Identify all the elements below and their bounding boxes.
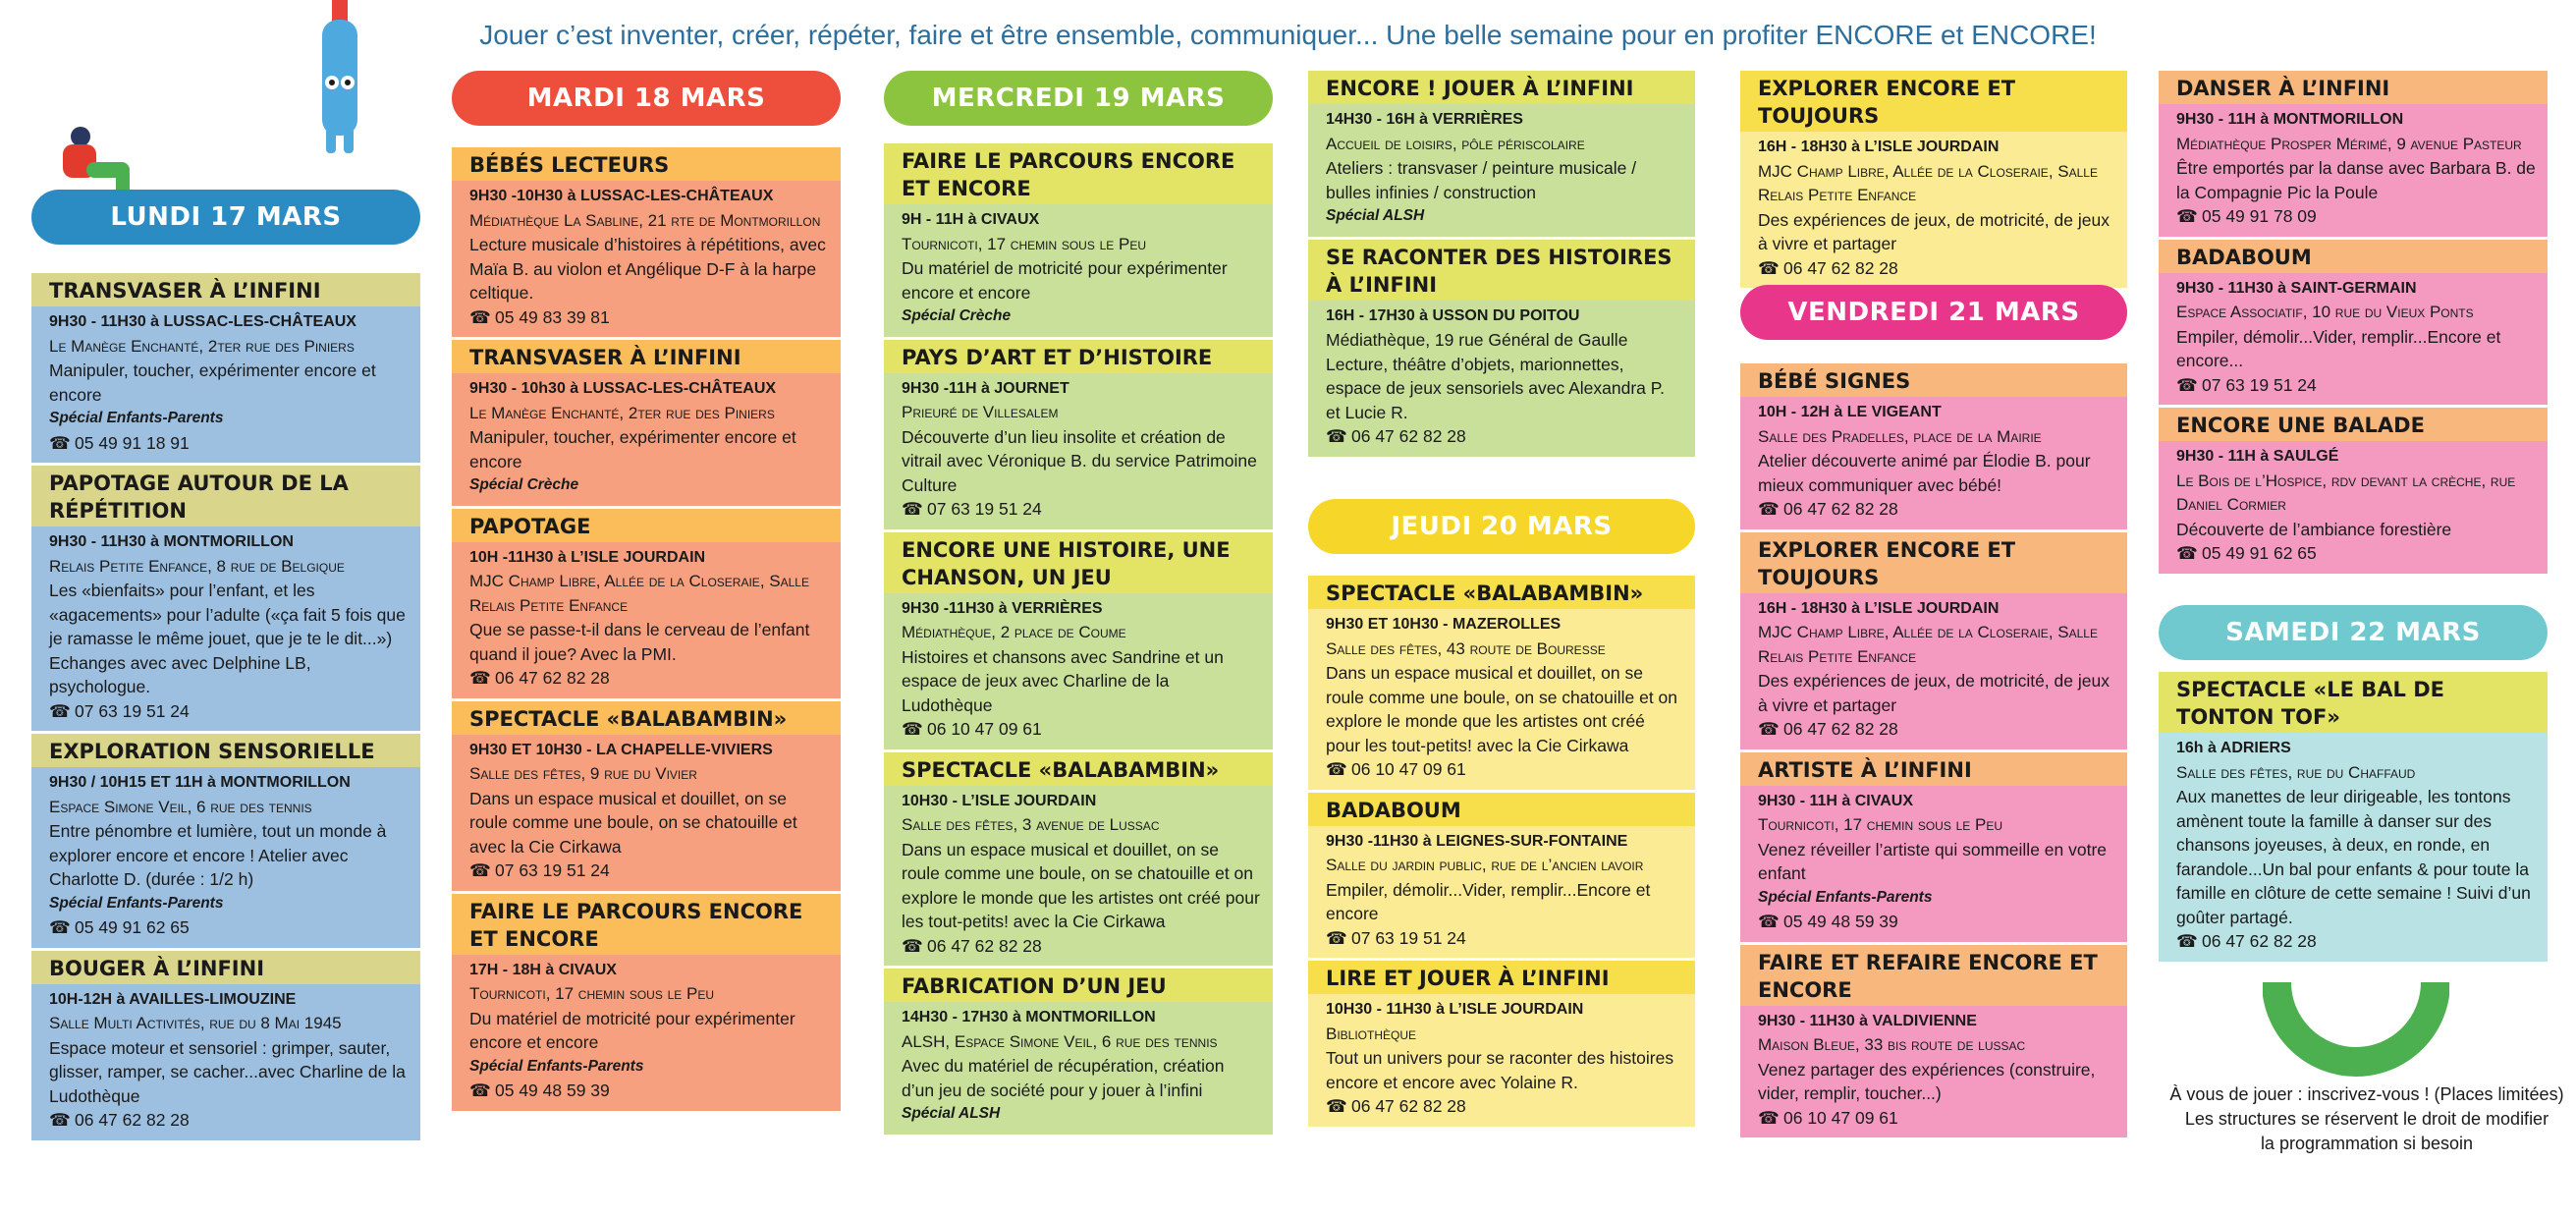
event-card <box>1740 363 2127 529</box>
event-title: BÉBÉ SIGNES <box>1740 363 2127 397</box>
event-venue: MJC Champ Libre, Allée de la Closeraie, Salle Relais Petite Enfance <box>1758 623 2098 666</box>
event-time-place: 16H - 18H30 à L’ISLE JOURDAIN <box>1758 599 2000 617</box>
event-card <box>1740 752 2127 942</box>
event-venue: Salle du jardin public, rue de l’ancien lavoir <box>1326 856 1644 874</box>
footer-note <box>2161 1082 2573 1156</box>
event-description: Des expériences de jeux, de motricité, de jeux à vivre et partager <box>1758 209 2110 253</box>
event-details <box>2159 441 2548 574</box>
event-time-place: 10H30 - L’ISLE JOURDAIN <box>902 792 1097 809</box>
event-venue: Salle des fêtes, 43 route de Bouresse <box>1326 638 1606 658</box>
event-card <box>884 969 1273 1135</box>
event-card <box>1740 945 2127 1138</box>
event-venue: Tournicoti, 17 chemin sous le Peu <box>1758 815 2002 834</box>
event-details <box>884 786 1273 967</box>
event-venue: Salle Multi Activités, rue du 8 Mai 1945 <box>49 1014 342 1032</box>
phone-icon: ☎ <box>49 1110 71 1130</box>
robot-illustration <box>312 0 367 157</box>
phone-icon: ☎ <box>2176 931 2198 951</box>
event-card <box>1740 532 2127 749</box>
event-description: Découverte de l’ambiance forestière <box>2176 519 2452 539</box>
event-title: SE RACONTER DES HISTOIRES À L’INFINI <box>1308 240 1695 301</box>
event-card <box>2159 240 2548 406</box>
event-title: PAPOTAGE AUTOUR DE LA RÉPÉTITION <box>31 466 420 526</box>
event-description: Atelier découverte animé par Élodie B. pour mieux communiquer avec bébé! <box>1758 451 2091 495</box>
event-time-place: 16H - 18H30 à L’ISLE JOURDAIN <box>1758 139 2000 155</box>
event-description: Que se passe-t-il dans le cerveau de l’enfant quand il joue? Avec la PMI. <box>469 620 810 664</box>
event-phone <box>2176 541 2536 566</box>
event-description: Découverte d’un lieu insolite et création de vitrail avec Véronique B. du service Patrimoine Culture <box>902 426 1257 495</box>
event-description: Venez réveiller l’artiste qui sommeille en votre enfant <box>1758 839 2108 883</box>
event-phone <box>49 915 409 940</box>
event-time-place: 17H - 18H à CIVAUX <box>469 961 617 978</box>
event-details <box>1740 132 2127 288</box>
phone-number: 07 63 19 51 24 <box>927 499 1042 519</box>
event-venue: Tournicoti, 17 chemin sous le Peu <box>902 234 1146 253</box>
column-mercredi <box>884 143 1273 1137</box>
event-audience-note: Spécial Enfants-Parents <box>49 410 224 426</box>
event-time-place: 9H30 - 11H à SAULGÉ <box>2176 448 2339 465</box>
day-pill-jeudi: JEUDI 20 MARS <box>1308 499 1695 554</box>
event-title: FAIRE LE PARCOURS ENCORE ET ENCORE <box>884 143 1273 204</box>
event-time-place: 9H30 -11H à JOURNET <box>902 379 1069 397</box>
event-phone <box>902 717 1261 742</box>
footer-line: À vous de jouer : inscrivez-vous ! (Places limitées) <box>2169 1084 2564 1104</box>
event-description: Venez partager des expériences (construire, vider, remplir, toucher...) <box>1758 1059 2096 1103</box>
phone-icon: ☎ <box>469 306 491 327</box>
phone-icon: ☎ <box>2176 374 2198 395</box>
event-title: LIRE ET JOUER À L’INFINI <box>1308 961 1695 994</box>
phone-number: 05 49 91 78 09 <box>2202 206 2317 226</box>
event-card <box>31 273 420 463</box>
event-title: PAYS D’ART ET D’HISTOIRE <box>884 340 1273 373</box>
event-audience-note: Spécial Enfants-Parents <box>469 1057 644 1075</box>
intro-text: Jouer c’est inventer, créer, répéter, faire et être ensemble, communiquer... Une belle semaine pour en profiter ENCORE et ENCORE! <box>479 20 2097 50</box>
event-details <box>2159 273 2548 406</box>
event-details <box>1740 593 2127 749</box>
event-venue: Salle des fêtes, rue du Chaffaud <box>2176 762 2416 782</box>
day-pill-mercredi: MERCREDI 19 MARS <box>884 71 1273 126</box>
phone-number: 05 49 83 39 81 <box>495 306 610 327</box>
event-card <box>452 147 841 337</box>
event-details <box>31 526 420 731</box>
day-pill-samedi: SAMEDI 22 MARS <box>2159 605 2548 660</box>
phone-number: 05 49 91 18 91 <box>75 432 190 453</box>
event-card <box>1308 240 1695 457</box>
event-description: Dans un espace musical et douillet, on se roule comme une boule, on se chatouille et on explore le monde que les artistes ont créé pour les tout-petits! avec la Cie Cirkawa <box>1326 663 1678 755</box>
event-venue: Espace Associatif, 10 rue du Vieux Ponts <box>2176 303 2474 321</box>
event-card <box>452 701 841 891</box>
event-phone <box>2176 373 2536 398</box>
event-time-place: 9H30 - 11H à CIVAUX <box>1758 792 1913 809</box>
phone-icon: ☎ <box>1326 426 1347 446</box>
event-card <box>31 466 420 731</box>
event-description: Manipuler, toucher, expérimenter encore et encore <box>469 427 796 471</box>
event-time-place: 9H30 - 11H30 à MONTMORILLON <box>49 533 294 550</box>
event-phone <box>1758 497 2115 522</box>
event-card <box>1308 793 1695 959</box>
event-details <box>1308 826 1695 959</box>
event-venue: Tournicoti, 17 chemin sous le Peu <box>469 984 714 1003</box>
phone-icon: ☎ <box>1758 499 1780 519</box>
phone-number: 05 49 91 62 65 <box>2202 543 2317 563</box>
event-time-place: 9H - 11H à CIVAUX <box>902 211 1040 228</box>
phone-number: 06 47 62 82 28 <box>927 935 1042 956</box>
event-venue: Salle des Pradelles, place de la Mairie <box>1758 426 2042 446</box>
phone-icon: ☎ <box>49 432 71 453</box>
event-title: SPECTACLE «BALABAMBIN» <box>1308 576 1695 609</box>
phone-number: 06 47 62 82 28 <box>495 668 610 688</box>
event-audience-note: Spécial Crèche <box>902 307 1012 324</box>
event-details <box>1308 994 1695 1127</box>
phone-icon: ☎ <box>469 668 491 688</box>
event-details <box>1308 609 1695 790</box>
event-phone <box>1758 256 2115 281</box>
event-audience-note: Spécial Enfants-Parents <box>1758 888 1933 906</box>
event-venue: Espace Simone Veil, 6 rue des tennis <box>49 797 312 816</box>
phone-icon: ☎ <box>1758 912 1780 931</box>
phone-icon: ☎ <box>49 917 71 937</box>
event-venue: MJC Champ Libre, Allée de la Closeraie, Salle Relais Petite Enfance <box>1758 161 2098 204</box>
event-details <box>452 542 841 698</box>
event-audience-note: Spécial Crèche <box>469 476 579 493</box>
phone-icon: ☎ <box>1758 257 1780 278</box>
phone-icon: ☎ <box>1326 927 1347 948</box>
event-title: DANSER À L’INFINI <box>2159 71 2548 104</box>
event-time-place: 9H30 -11H30 à VERRIÈRES <box>902 599 1103 617</box>
phone-number: 05 49 48 59 39 <box>1783 912 1898 931</box>
event-details <box>1308 104 1695 237</box>
phone-icon: ☎ <box>1758 1107 1780 1128</box>
event-phone <box>1758 910 2115 934</box>
event-details <box>452 735 841 891</box>
event-description: Dans un espace musical et douillet, on se roule comme une boule, on se chatouille et on explore le monde que les artistes ont créé pour les tout-petits! avec la Cie Cirkawa <box>902 839 1260 931</box>
event-card <box>1740 71 2127 288</box>
event-venue: Maison Bleue, 33 bis route de lussac <box>1758 1035 2026 1054</box>
event-card <box>452 894 841 1111</box>
event-title: SPECTACLE «BALABAMBIN» <box>884 752 1273 786</box>
phone-icon: ☎ <box>1326 759 1347 779</box>
event-phone <box>902 497 1261 522</box>
event-card <box>884 340 1273 529</box>
phone-number: 06 10 47 09 61 <box>1783 1107 1898 1128</box>
column-samedi <box>2159 672 2548 965</box>
event-details <box>452 955 841 1111</box>
event-audience-note: Spécial Enfants-Parents <box>49 894 224 912</box>
event-time-place: 9H30 - 11H30 à SAINT-GERMAIN <box>2176 279 2417 297</box>
phone-number: 07 63 19 51 24 <box>2202 374 2317 395</box>
phone-number: 07 63 19 51 24 <box>1351 927 1466 948</box>
event-audience-note: Spécial ALSH <box>1326 207 1425 224</box>
event-description: Lecture musicale d’histoires à répétitions, avec Maïa B. au violon et Angélique D-F à la harpe celtique. <box>469 235 826 303</box>
event-title: BADABOUM <box>2159 240 2548 273</box>
event-venue: Salle des fêtes, 3 avenue de Lussac <box>902 815 1160 834</box>
event-details <box>2159 733 2548 962</box>
phone-icon: ☎ <box>49 700 71 721</box>
phone-number: 06 47 62 82 28 <box>2202 931 2317 951</box>
event-time-place: 9H30 / 10H15 ET 11H à MONTMORILLON <box>49 774 351 791</box>
event-details <box>1308 301 1695 457</box>
event-phone <box>1758 717 2115 742</box>
phone-number: 06 47 62 82 28 <box>1783 499 1898 519</box>
event-details <box>452 181 841 337</box>
event-card <box>884 752 1273 967</box>
column-jeudi <box>1308 576 1695 1130</box>
event-title: FAIRE LE PARCOURS ENCORE ET ENCORE <box>452 894 841 955</box>
day-pill-lundi: LUNDI 17 MARS <box>31 190 420 245</box>
event-details <box>884 593 1273 749</box>
event-venue: Le Manège Enchanté, 2ter rue des Piniers <box>49 336 355 356</box>
phone-number: 06 10 47 09 61 <box>927 719 1042 739</box>
phone-number: 07 63 19 51 24 <box>75 700 190 721</box>
event-title: TRANSVASER À L’INFINI <box>31 273 420 306</box>
phone-number: 05 49 48 59 39 <box>495 1080 610 1100</box>
column-vendredi <box>1740 363 2127 1140</box>
event-phone <box>49 1108 409 1133</box>
event-time-place: 14H30 - 16H à VERRIÈRES <box>1326 111 1523 128</box>
event-phone <box>902 934 1261 959</box>
event-description: Manipuler, toucher, expérimenter encore et encore <box>49 360 376 405</box>
event-title: ENCORE UNE HISTOIRE, UNE CHANSON, UN JEU <box>884 532 1273 593</box>
event-title: FABRICATION D’UN JEU <box>884 969 1273 1002</box>
event-card <box>452 340 841 506</box>
phone-icon: ☎ <box>1758 719 1780 739</box>
event-venue: Bibliothèque <box>1326 1024 1417 1043</box>
event-title: PAPOTAGE <box>452 509 841 542</box>
event-venue: Relais Petite Enfance, 8 rue de Belgique <box>49 556 345 576</box>
event-venue: Le Bois de l’Hospice, rdv devant la crèche, rue Daniel Cormier <box>2176 471 2516 514</box>
event-card <box>2159 672 2548 962</box>
event-card <box>452 509 841 698</box>
event-card <box>31 734 420 948</box>
event-phone <box>469 1079 829 1103</box>
event-description: Les «bienfaits» pour l’enfant, et les «agacements» pour l’adulte («ça fait 5 fois que je ramasse le même jouet, que je te le dit...») Echanges avec avec Delphine LB, psychologue. <box>49 581 406 696</box>
event-title: EXPLORER ENCORE ET TOUJOURS <box>1740 71 2127 132</box>
phone-icon: ☎ <box>2176 543 2198 563</box>
event-card <box>2159 71 2548 237</box>
event-description: Du matériel de motricité pour expérimenter encore et encore <box>902 258 1228 303</box>
column-vendredi-continued <box>2159 71 2548 577</box>
event-description: Médiathèque, 19 rue Général de Gaulle Lecture, théâtre d’objets, marionnettes, espace de jeux sensoriels avec Alexandra P. et Lucie R. <box>1326 330 1666 422</box>
event-title: EXPLORER ENCORE ET TOUJOURS <box>1740 532 2127 593</box>
phone-number: 07 63 19 51 24 <box>495 860 610 880</box>
event-title: EXPLORATION SENSORIELLE <box>31 734 420 767</box>
event-venue: Médiathèque, 2 place de Coume <box>902 623 1126 641</box>
event-time-place: 9H30 -10H30 à LUSSAC-LES-CHÂTEAUX <box>469 188 774 204</box>
event-venue: Le Manège Enchanté, 2ter rue des Piniers <box>469 403 775 422</box>
event-title: ARTISTE À L’INFINI <box>1740 752 2127 786</box>
event-details <box>1740 786 2127 942</box>
event-venue: ALSH, Espace Simone Veil, 6 rue des tennis <box>902 1031 1218 1051</box>
event-card <box>884 532 1273 749</box>
footer-line: Les structures se réservent le droit de modifier <box>2184 1109 2549 1129</box>
event-time-place: 10H30 - 11H30 à L’ISLE JOURDAIN <box>1326 1001 1584 1018</box>
phone-number: 06 47 62 82 28 <box>1351 1096 1466 1116</box>
event-details <box>884 204 1273 337</box>
event-description: Ateliers : transvaser / peinture musicale / bulles infinies / construction <box>1326 158 1637 202</box>
event-venue: Accueil de loisirs, pôle périscolaire <box>1326 134 1585 153</box>
phone-number: 06 47 62 82 28 <box>1783 719 1898 739</box>
event-description: Tout un univers pour se raconter des histoires encore et encore avec Yolaine R. <box>1326 1048 1674 1092</box>
phone-number: 06 47 62 82 28 <box>1783 257 1898 278</box>
day-pill-mardi: MARDI 18 MARS <box>452 71 841 126</box>
event-time-place: 16H - 17H30 à USSON DU POITOU <box>1326 306 1580 324</box>
green-ring-illustration <box>2263 982 2449 1080</box>
column-mercredi-continued <box>1308 71 1695 460</box>
event-details <box>31 306 420 463</box>
phone-icon: ☎ <box>902 499 923 519</box>
event-title: SPECTACLE «BALABAMBIN» <box>452 701 841 735</box>
event-venue: Médiathèque La Sabline, 21 rte de Montmorillon <box>469 210 821 230</box>
event-description: Des expériences de jeux, de motricité, de jeux à vivre et partager <box>1758 671 2110 715</box>
event-details <box>884 1002 1273 1135</box>
phone-icon: ☎ <box>902 719 923 739</box>
event-details <box>1740 397 2127 529</box>
event-card <box>1308 576 1695 790</box>
phone-icon: ☎ <box>469 1080 491 1100</box>
event-time-place: 9H30 ET 10H30 - MAZEROLLES <box>1326 616 1562 633</box>
event-card <box>2159 408 2548 574</box>
event-audience-note: Spécial ALSH <box>902 1105 1001 1122</box>
footer-line: la programmation si besoin <box>2260 1134 2474 1153</box>
event-time-place: 9H30 - 11H30 à LUSSAC-LES-CHÂTEAUX <box>49 313 356 330</box>
event-card <box>884 143 1273 337</box>
phone-icon: ☎ <box>469 860 491 880</box>
phone-number: 06 47 62 82 28 <box>75 1110 190 1130</box>
event-card <box>1308 961 1695 1127</box>
event-phone <box>1326 926 1683 951</box>
event-card <box>1308 71 1695 237</box>
phone-icon: ☎ <box>2176 206 2198 226</box>
event-time-place: 10H - 12H à LE VIGEANT <box>1758 404 1942 420</box>
event-time-place: 16h à ADRIERS <box>2176 740 2291 756</box>
column-jeudi-continued <box>1740 71 2127 291</box>
event-description: Du matériel de motricité pour expérimenter encore et encore <box>469 1008 795 1052</box>
column-lundi <box>31 273 420 1143</box>
event-details <box>452 373 841 506</box>
event-phone <box>2176 204 2536 229</box>
event-venue: Médiathèque Prosper Mérimé, 9 avenue Pasteur <box>2176 134 2522 153</box>
event-title: ENCORE ! JOUER À L’INFINI <box>1308 71 1695 104</box>
event-phone <box>469 859 829 883</box>
column-mardi <box>452 147 841 1114</box>
event-description: Entre pénombre et lumière, tout un monde à explorer encore et encore ! Atelier avec Charlotte D. (durée : 1/2 h) <box>49 821 387 889</box>
event-description: Empiler, démolir...Vider, remplir...Encore et encore... <box>2176 326 2501 370</box>
event-title: TRANSVASER À L’INFINI <box>452 340 841 373</box>
event-description: Être emportés par la danse avec Barbara B. de la Compagnie Pic la Poule <box>2176 158 2536 202</box>
event-title: BADABOUM <box>1308 793 1695 826</box>
event-title: ENCORE UNE BALADE <box>2159 408 2548 441</box>
event-card <box>31 951 420 1140</box>
event-title: BÉBÉS LECTEURS <box>452 147 841 181</box>
event-title: SPECTACLE «LE BAL DE TONTON TOF» <box>2159 672 2548 733</box>
phone-number: 05 49 91 62 65 <box>75 917 190 937</box>
event-time-place: 9H30 - 11H à MONTMORILLON <box>2176 111 2404 128</box>
event-title: BOUGER À L’INFINI <box>31 951 420 984</box>
event-venue: Prieuré de Villesalem <box>902 403 1059 421</box>
event-details <box>884 373 1273 529</box>
event-description: Dans un espace musical et douillet, on se roule comme une boule, on se chatouille et avec la Cie Cirkawa <box>469 788 797 857</box>
event-description: Avec du matériel de récupération, création d’un jeu de société pour y jouer à l’infini <box>902 1056 1225 1100</box>
event-time-place: 9H30 - 10h30 à LUSSAC-LES-CHÂTEAUX <box>469 380 777 397</box>
event-phone <box>1758 1106 2115 1131</box>
event-phone <box>49 431 409 456</box>
phone-icon: ☎ <box>1326 1096 1347 1116</box>
event-time-place: 14H30 - 17H30 à MONTMORILLON <box>902 1009 1156 1025</box>
event-phone <box>1326 424 1683 449</box>
event-details <box>31 984 420 1140</box>
event-phone <box>2176 929 2536 954</box>
event-description: Espace moteur et sensoriel : grimper, sauter, glisser, ramper, se cacher...avec Charline de la Ludothèque <box>49 1037 406 1106</box>
phone-icon: ☎ <box>902 935 923 956</box>
event-phone <box>49 699 409 724</box>
event-description: Histoires et chansons avec Sandrine et un espace de jeux avec Charline de la Ludothèque <box>902 646 1224 715</box>
event-time-place: 9H30 - 11H30 à VALDIVIENNE <box>1758 1012 1977 1029</box>
event-title: FAIRE ET REFAIRE ENCORE ET ENCORE <box>1740 945 2127 1006</box>
day-pill-vendredi: VENDREDI 21 MARS <box>1740 285 2127 340</box>
event-description: Empiler, démolir...Vider, remplir...Encore et encore <box>1326 879 1651 923</box>
event-details <box>1740 1006 2127 1138</box>
event-phone <box>1326 757 1683 782</box>
event-phone <box>469 305 829 330</box>
phone-number: 06 47 62 82 28 <box>1351 426 1466 446</box>
event-time-place: 9H30 ET 10H30 - LA CHAPELLE-VIVIERS <box>469 741 773 758</box>
event-details <box>31 767 420 948</box>
event-venue: MJC Champ Libre, Allée de la Closeraie, Salle Relais Petite Enfance <box>469 572 809 615</box>
event-time-place: 9H30 -11H30 à LEIGNES-SUR-FONTAINE <box>1326 832 1628 850</box>
event-time-place: 10H -11H30 à L’ISLE JOURDAIN <box>469 548 706 566</box>
phone-number: 06 10 47 09 61 <box>1351 759 1466 779</box>
event-venue: Salle des fêtes, 9 rue du Vivier <box>469 764 697 783</box>
event-details <box>2159 104 2548 237</box>
event-phone <box>1326 1094 1683 1119</box>
event-phone <box>469 666 829 691</box>
event-description: Aux manettes de leur dirigeable, les tontons amènent toute la famille à danser sur des chansons joyeuses, à deux, en ronde, en farandole...Un bal pour enfants & pour toute la famille en clôture de cette semaine ! Suivi d’un goûter partagé. <box>2176 787 2531 927</box>
event-time-place: 10H-12H à AVAILLES-LIMOUZINE <box>49 990 297 1008</box>
